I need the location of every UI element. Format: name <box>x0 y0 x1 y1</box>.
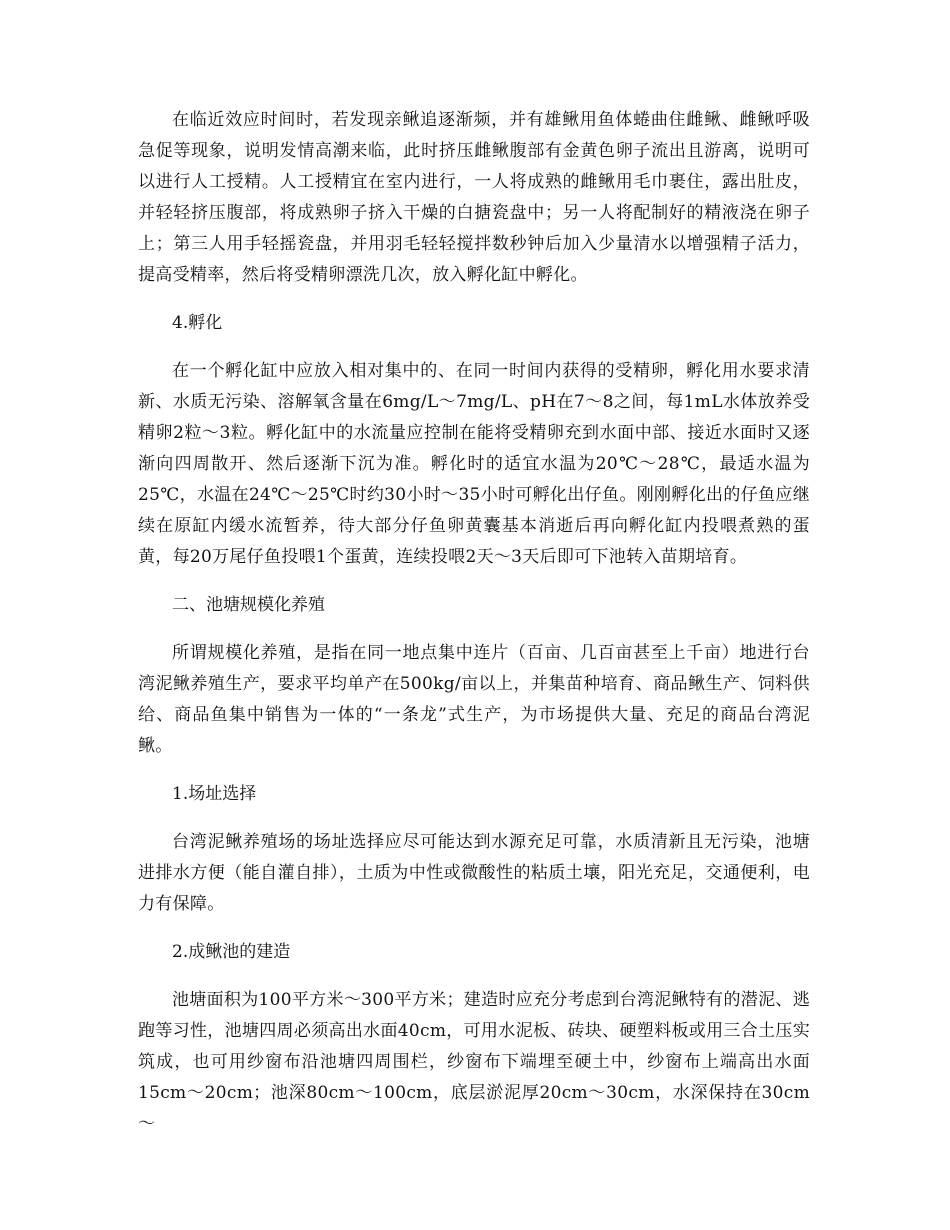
paragraph-scale-farming: 所谓规模化养殖，是指在同一地点集中连片（百亩、几百亩甚至上千亩）地进行台湾泥鳅养殖生产，要求平均单产在500kg/亩以上，并集苗种培育、商品鳅生产、饲料供给、商品鱼集中销售为一体的“一条龙”式生产，为市场提供大量、充足的商品台湾泥鳅。 <box>138 643 810 756</box>
section-heading-hatching: 4.孵化 <box>172 313 223 333</box>
paragraph-site-selection: 台湾泥鳅养殖场的场址选择应尽可能达到水源充足可靠，水质清新且无污染，池塘进排水方便（能自灌自排），土质为中性或微酸性的粘质土壤，阳光充足，交通便利，电力有保障。 <box>138 832 810 914</box>
section-heading-site-selection: 1.场址选择 <box>172 784 257 804</box>
paragraph-hatching: 在一个孵化缸中应放入相对集中的、在同一时间内获得的受精卵，孵化用水要求清新、水质无污染、溶解氧含量在6mg/L～7mg/L、pH在7～8之间，每1mL水体放养受精卵2粒～3粒。孵化缸中的水流量应控制在能将受精卵充到水面中部、接近水面时又逐渐向四周散开、然后逐渐下沉为准。孵化时的适宜水温为20℃～28℃，最适水温为25℃，水温在24℃～25℃时约30小时～35小时可孵化出仔鱼。刚刚孵化出的仔鱼应继续在原缸内缓水流暂养，待大部分仔鱼卵黄囊基本消逝后再向孵化缸内投喂煮熟的蛋黄，每20万尾仔鱼投喂1个蛋黄，连续投喂2天～3天后即可下池转入苗期培育。 <box>138 361 810 567</box>
section-heading-pond-farming: 二、池塘规模化养殖 <box>172 595 325 615</box>
section-heading-pond-construction: 2.成鳅池的建造 <box>172 942 291 962</box>
document-page <box>138 105 810 1157</box>
paragraph-pond-construction: 池塘面积为100平方米～300平方米；建造时应充分考虑到台湾泥鳅特有的潜泥、逃跑等习性，池塘四周必须高出水面40cm，可用水泥板、砖块、硬塑料板或用三合土压实筑成，也可用纱窗布沿池塘四周围栏，纱窗布下端埋至硬土中，纱窗布上端高出水面15cm～20cm；池深80cm～100cm，底层淤泥厚20cm～30cm，水深保持在30cm～ <box>138 990 810 1134</box>
paragraph-artificial-insemination: 在临近效应时间时，若发现亲鳅追逐渐频，并有雄鳅用鱼体蜷曲住雌鳅、雌鳅呼吸急促等现象，说明发情高潮来临，此时挤压雌鳅腹部有金黄色卵子流出且游离，说明可以进行人工授精。人工授精宜在室内进行，一人将成熟的雌鳅用毛巾裹住，露出肚皮，并轻轻挤压腹部，将成熟卵子挤入干燥的白搪瓷盘中；另一人将配制好的精液浇在卵子上；第三人用手轻摇瓷盘，并用羽毛轻轻搅拌数秒钟后加入少量清水以增强精子活力，提高受精率，然后将受精卵漂洗几次，放入孵化缸中孵化。 <box>138 110 810 285</box>
